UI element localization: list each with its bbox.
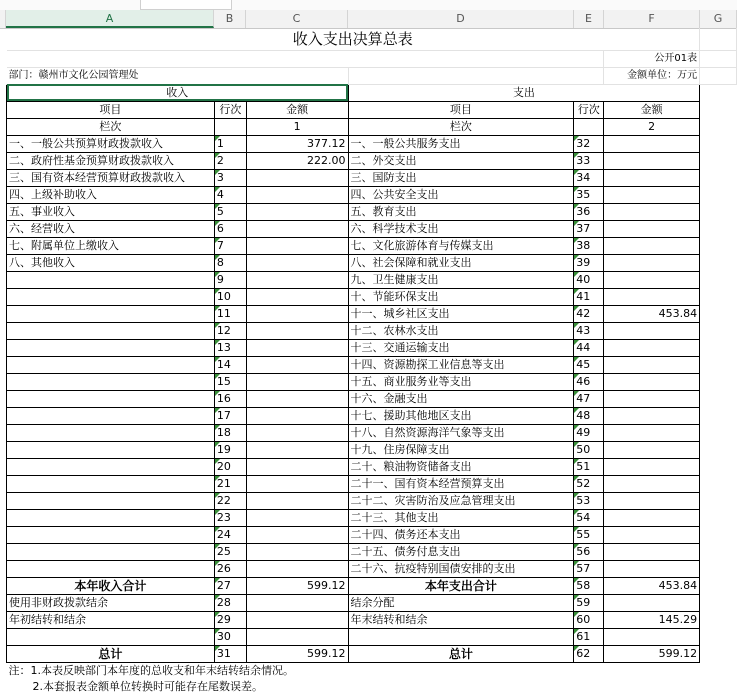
total-income-amount[interactable]: 599.12 (246, 577, 348, 594)
income-line-cell[interactable]: 2 (214, 152, 246, 169)
income-line-cell[interactable]: 11 (214, 305, 246, 322)
cell[interactable] (700, 509, 737, 526)
cell[interactable] (700, 28, 737, 50)
expense-line-cell[interactable]: 40 (574, 271, 604, 288)
income-item-cell[interactable] (7, 509, 215, 526)
income-header[interactable]: 收入 (7, 84, 349, 101)
cell[interactable] (700, 322, 737, 339)
income-item-cell[interactable] (7, 628, 215, 645)
income-item-cell[interactable] (7, 441, 215, 458)
income-amount-cell[interactable] (246, 271, 348, 288)
grand-expense-amount[interactable]: 599.12 (604, 645, 700, 662)
income-item-cell[interactable] (7, 390, 215, 407)
expense-line-cell[interactable]: 47 (574, 390, 604, 407)
cell[interactable] (700, 220, 737, 237)
income-amount-cell[interactable] (246, 594, 348, 611)
income-item-cell[interactable] (7, 322, 215, 339)
table-row (7, 203, 737, 220)
expense-line-cell[interactable]: 51 (574, 458, 604, 475)
income-amount-cell[interactable] (246, 407, 348, 424)
income-line-cell[interactable]: 14 (214, 356, 246, 373)
income-amount-cell[interactable] (246, 356, 348, 373)
income-item-cell[interactable] (7, 543, 215, 560)
cell[interactable] (700, 50, 737, 67)
expense-amount-cell[interactable] (604, 594, 700, 611)
expense-line-cell[interactable]: 53 (574, 492, 604, 509)
income-line-cell[interactable]: 30 (214, 628, 246, 645)
expense-line-cell[interactable]: 55 (574, 526, 604, 543)
unit-label: 金额单位：万元 (604, 67, 700, 84)
expense-line-cell[interactable]: 44 (574, 339, 604, 356)
income-line-cell[interactable]: 5 (214, 203, 246, 220)
total-expense-label[interactable]: 本年支出合计 (348, 577, 574, 594)
total-expense-amount[interactable]: 453.84 (604, 577, 700, 594)
table-row (7, 169, 737, 186)
cell[interactable] (700, 560, 737, 577)
table-row (7, 560, 737, 577)
expense-amount-cell[interactable] (604, 169, 700, 186)
expense-amount-cell[interactable] (604, 288, 700, 305)
income-item-cell[interactable]: 六、经营收入 (7, 220, 215, 237)
expense-line-cell[interactable]: 32 (574, 135, 604, 152)
income-line-cell[interactable]: 18 (214, 424, 246, 441)
cell[interactable] (700, 271, 737, 288)
income-item-cell[interactable]: 三、国有资本经营预算财政拨款收入 (7, 169, 215, 186)
table-row (7, 254, 737, 271)
income-item-cell[interactable]: 八、其他收入 (7, 254, 215, 271)
table-row (7, 509, 737, 526)
income-amount-cell[interactable] (246, 611, 348, 628)
expense-amount-cell[interactable] (604, 322, 700, 339)
income-item-cell[interactable] (7, 458, 215, 475)
income-item-cell[interactable] (7, 356, 215, 373)
cell[interactable] (700, 84, 737, 101)
cell[interactable] (700, 203, 737, 220)
income-amount-cell[interactable] (246, 254, 348, 271)
income-amount-cell[interactable] (246, 373, 348, 390)
income-line-cell[interactable]: 8 (214, 254, 246, 271)
total-expense-line[interactable]: 58 (574, 577, 604, 594)
income-line-cell[interactable]: 6 (214, 220, 246, 237)
income-amount-cell[interactable] (246, 288, 348, 305)
cell[interactable] (700, 305, 737, 322)
expense-item-cell[interactable]: 二十三、其他支出 (348, 509, 574, 526)
expense-amount-cell[interactable] (604, 407, 700, 424)
table-row (7, 356, 737, 373)
income-amount-cell[interactable]: 222.00 (246, 152, 348, 169)
income-lanci-value[interactable]: 1 (246, 118, 348, 135)
expense-lanci-label[interactable]: 栏次 (348, 118, 574, 135)
income-line-cell[interactable]: 21 (214, 475, 246, 492)
cell[interactable] (700, 662, 737, 679)
grand-income-label[interactable]: 总计 (7, 645, 215, 662)
total-income-line[interactable]: 27 (214, 577, 246, 594)
expense-item-cell[interactable]: 十二、农林水支出 (348, 322, 574, 339)
expense-item-cell[interactable]: 十一、城乡社区支出 (348, 305, 574, 322)
expense-line-cell[interactable]: 61 (574, 628, 604, 645)
table-row (7, 135, 737, 152)
income-line-cell[interactable]: 29 (214, 611, 246, 628)
cell[interactable] (700, 101, 737, 118)
column-header-g[interactable]: G (700, 10, 737, 28)
table-row (7, 492, 737, 509)
table-row (7, 458, 737, 475)
expense-item-cell[interactable]: 二十五、债务付息支出 (348, 543, 574, 560)
table-row (7, 305, 737, 322)
income-item-cell[interactable]: 一、一般公共预算财政拨款收入 (7, 135, 215, 152)
income-item-cell[interactable] (7, 339, 215, 356)
expense-amount-cell[interactable] (604, 475, 700, 492)
table-row (7, 407, 737, 424)
table-row (7, 594, 737, 611)
income-line-cell[interactable]: 16 (214, 390, 246, 407)
expense-amount-cell[interactable] (604, 203, 700, 220)
expense-item-cell[interactable]: 九、卫生健康支出 (348, 271, 574, 288)
table-row (7, 237, 737, 254)
department-label: 部门：赣州市文化公园管理处 (7, 67, 349, 84)
income-amount-cell[interactable] (246, 475, 348, 492)
income-amount-cell[interactable] (246, 526, 348, 543)
cell[interactable] (700, 543, 737, 560)
income-line-cell[interactable]: 13 (214, 339, 246, 356)
income-item-cell[interactable] (7, 560, 215, 577)
column-header-c[interactable]: C (246, 10, 348, 28)
income-line-cell[interactable]: 26 (214, 560, 246, 577)
expense-amount-cell[interactable] (604, 254, 700, 271)
income-amount-cell[interactable] (246, 560, 348, 577)
expense-line-cell[interactable]: 56 (574, 543, 604, 560)
form-number: 公开01表 (604, 50, 700, 67)
income-lanci-label[interactable]: 栏次 (7, 118, 215, 135)
income-amount-cell[interactable] (246, 237, 348, 254)
cell[interactable] (700, 135, 737, 152)
income-item-header[interactable]: 项目 (7, 101, 215, 118)
income-line-cell[interactable]: 4 (214, 186, 246, 203)
income-line-cell[interactable]: 23 (214, 509, 246, 526)
expense-item-cell[interactable]: 二十四、债务还本支出 (348, 526, 574, 543)
table-row (7, 152, 737, 169)
expense-amount-cell[interactable] (604, 356, 700, 373)
income-item-cell[interactable] (7, 305, 215, 322)
expense-line-cell[interactable]: 43 (574, 322, 604, 339)
cell[interactable] (700, 356, 737, 373)
income-item-cell[interactable]: 年初结转和结余 (7, 611, 215, 628)
sheet-tab-hint[interactable] (140, 0, 232, 10)
expense-line-cell[interactable]: 46 (574, 373, 604, 390)
table-row (7, 475, 737, 492)
expense-amount-cell[interactable] (604, 390, 700, 407)
income-line-cell[interactable]: 17 (214, 407, 246, 424)
expense-item-header[interactable]: 项目 (348, 101, 574, 118)
expense-item-cell[interactable]: 十九、住房保障支出 (348, 441, 574, 458)
expense-item-cell[interactable]: 八、社会保障和就业支出 (348, 254, 574, 271)
income-item-cell[interactable] (7, 407, 215, 424)
expense-line-cell[interactable]: 48 (574, 407, 604, 424)
cell[interactable] (700, 526, 737, 543)
expense-item-cell[interactable]: 十六、金融支出 (348, 390, 574, 407)
expense-line-cell[interactable]: 45 (574, 356, 604, 373)
total-income-label[interactable]: 本年收入合计 (7, 577, 215, 594)
income-item-cell[interactable] (7, 271, 215, 288)
expense-line-cell[interactable]: 39 (574, 254, 604, 271)
expense-item-cell[interactable]: 二、外交支出 (348, 152, 574, 169)
income-line-cell[interactable]: 28 (214, 594, 246, 611)
cell[interactable] (700, 679, 737, 695)
cell[interactable] (700, 594, 737, 611)
empty-cell[interactable] (214, 118, 246, 135)
expense-amount-cell[interactable] (604, 220, 700, 237)
income-line-cell[interactable]: 3 (214, 169, 246, 186)
income-line-header[interactable]: 行次 (214, 101, 246, 118)
cell[interactable] (700, 288, 737, 305)
expense-amount-cell[interactable]: 453.84 (604, 305, 700, 322)
table-row (7, 322, 737, 339)
income-amount-header[interactable]: 金额 (246, 101, 348, 118)
expense-header[interactable]: 支出 (348, 84, 700, 101)
expense-line-cell[interactable]: 59 (574, 594, 604, 611)
expense-line-header[interactable]: 行次 (574, 101, 604, 118)
column-header-bar (0, 10, 737, 29)
income-line-cell[interactable]: 24 (214, 526, 246, 543)
cell[interactable] (700, 645, 737, 662)
income-line-cell[interactable]: 7 (214, 237, 246, 254)
income-line-cell[interactable]: 22 (214, 492, 246, 509)
expense-item-cell[interactable]: 六、科学技术支出 (348, 220, 574, 237)
expense-amount-cell[interactable] (604, 526, 700, 543)
table-row (7, 424, 737, 441)
income-item-cell[interactable] (7, 424, 215, 441)
grand-income-amount[interactable]: 599.12 (246, 645, 348, 662)
cell[interactable] (700, 373, 737, 390)
income-line-cell[interactable]: 20 (214, 458, 246, 475)
expense-amount-cell[interactable] (604, 560, 700, 577)
expense-amount-cell[interactable] (604, 628, 700, 645)
expense-amount-cell[interactable] (604, 441, 700, 458)
income-amount-cell[interactable] (246, 390, 348, 407)
income-item-cell[interactable] (7, 475, 215, 492)
expense-item-cell[interactable]: 年末结转和结余 (348, 611, 574, 628)
expense-amount-cell[interactable] (604, 509, 700, 526)
expense-line-cell[interactable]: 49 (574, 424, 604, 441)
income-item-cell[interactable]: 使用非财政拨款结余 (7, 594, 215, 611)
expense-line-cell[interactable]: 38 (574, 237, 604, 254)
expense-line-cell[interactable]: 36 (574, 203, 604, 220)
income-amount-cell[interactable] (246, 458, 348, 475)
income-amount-cell[interactable] (246, 441, 348, 458)
cell[interactable] (700, 118, 737, 135)
expense-amount-cell[interactable] (604, 271, 700, 288)
expense-amount-cell[interactable] (604, 186, 700, 203)
expense-item-cell[interactable]: 七、文化旅游体育与传媒支出 (348, 237, 574, 254)
expense-line-cell[interactable]: 33 (574, 152, 604, 169)
cell[interactable] (700, 186, 737, 203)
note-1: 注：1.本表反映部门本年度的总收支和年末结转结余情况。 (8, 663, 294, 677)
expense-item-cell[interactable] (348, 628, 574, 645)
expense-item-cell[interactable]: 十四、资源勘探工业信息等支出 (348, 356, 574, 373)
table-row (7, 611, 737, 628)
income-item-cell[interactable] (7, 288, 215, 305)
column-header-a[interactable]: A (6, 10, 214, 28)
expense-line-cell[interactable]: 57 (574, 560, 604, 577)
expense-lanci-value[interactable]: 2 (604, 118, 700, 135)
expense-amount-cell[interactable] (604, 543, 700, 560)
table-row (7, 271, 737, 288)
cell[interactable] (700, 424, 737, 441)
expense-line-cell[interactable]: 60 (574, 611, 604, 628)
expense-item-cell[interactable]: 十八、自然资源海洋气象等支出 (348, 424, 574, 441)
expense-amount-cell[interactable]: 145.29 (604, 611, 700, 628)
table-row (7, 441, 737, 458)
expense-item-cell[interactable]: 三、国防支出 (348, 169, 574, 186)
table-row (7, 543, 737, 560)
table-row (7, 526, 737, 543)
expense-item-cell[interactable]: 二十、粮油物资储备支出 (348, 458, 574, 475)
expense-line-cell[interactable]: 41 (574, 288, 604, 305)
cell[interactable] (700, 492, 737, 509)
column-header-f[interactable]: F (604, 10, 700, 28)
expense-item-cell[interactable]: 四、公共安全支出 (348, 186, 574, 203)
table-row (7, 220, 737, 237)
expense-item-cell[interactable]: 十五、商业服务业等支出 (348, 373, 574, 390)
expense-amount-header[interactable]: 金额 (604, 101, 700, 118)
income-line-cell[interactable]: 10 (214, 288, 246, 305)
income-amount-cell[interactable] (246, 543, 348, 560)
income-line-cell[interactable]: 19 (214, 441, 246, 458)
table-row (7, 373, 737, 390)
income-amount-cell[interactable] (246, 322, 348, 339)
expense-amount-cell[interactable] (604, 237, 700, 254)
report-title: 收入支出决算总表 (7, 28, 700, 50)
expense-line-cell[interactable]: 35 (574, 186, 604, 203)
empty-cell[interactable] (7, 50, 604, 67)
column-header-e[interactable]: E (574, 10, 604, 28)
income-amount-cell[interactable] (246, 509, 348, 526)
grand-expense-label[interactable]: 总计 (348, 645, 574, 662)
expense-amount-cell[interactable] (604, 458, 700, 475)
table-row (7, 390, 737, 407)
expense-line-cell[interactable]: 42 (574, 305, 604, 322)
spreadsheet-grid[interactable] (6, 28, 737, 695)
income-item-cell[interactable]: 二、政府性基金预算财政拨款收入 (7, 152, 215, 169)
expense-item-cell[interactable]: 十七、援助其他地区支出 (348, 407, 574, 424)
income-amount-cell[interactable] (246, 424, 348, 441)
expense-item-cell[interactable]: 十三、交通运输支出 (348, 339, 574, 356)
cell[interactable] (700, 407, 737, 424)
income-line-cell[interactable]: 15 (214, 373, 246, 390)
table-row (7, 186, 737, 203)
income-amount-cell[interactable] (246, 169, 348, 186)
income-amount-cell[interactable] (246, 492, 348, 509)
income-line-cell[interactable]: 1 (214, 135, 246, 152)
income-item-cell[interactable]: 七、附属单位上缴收入 (7, 237, 215, 254)
cell[interactable] (700, 339, 737, 356)
table-row (7, 288, 737, 305)
income-line-cell[interactable]: 9 (214, 271, 246, 288)
empty-cell[interactable] (348, 67, 604, 84)
column-header-d[interactable]: D (348, 10, 574, 28)
income-amount-cell[interactable] (246, 186, 348, 203)
income-item-cell[interactable] (7, 492, 215, 509)
cell[interactable] (700, 611, 737, 628)
income-line-cell[interactable]: 12 (214, 322, 246, 339)
expense-item-cell[interactable]: 五、教育支出 (348, 203, 574, 220)
expense-amount-cell[interactable] (604, 135, 700, 152)
cell[interactable] (700, 169, 737, 186)
table-row (7, 339, 737, 356)
cell[interactable] (700, 577, 737, 594)
expense-line-cell[interactable]: 34 (574, 169, 604, 186)
cell[interactable] (700, 152, 737, 169)
income-amount-cell[interactable] (246, 203, 348, 220)
empty-cell[interactable] (574, 118, 604, 135)
cell[interactable] (700, 458, 737, 475)
income-amount-cell[interactable] (246, 305, 348, 322)
cell[interactable] (700, 475, 737, 492)
expense-amount-cell[interactable] (604, 339, 700, 356)
grand-expense-line[interactable]: 62 (574, 645, 604, 662)
cell[interactable] (700, 254, 737, 271)
expense-amount-cell[interactable] (604, 152, 700, 169)
expense-line-cell[interactable]: 37 (574, 220, 604, 237)
expense-amount-cell[interactable] (604, 424, 700, 441)
income-item-cell[interactable] (7, 373, 215, 390)
expense-item-cell[interactable]: 二十二、灾害防治及应急管理支出 (348, 492, 574, 509)
income-item-cell[interactable] (7, 526, 215, 543)
income-amount-cell[interactable] (246, 220, 348, 237)
income-amount-cell[interactable] (246, 628, 348, 645)
cell[interactable] (700, 628, 737, 645)
note-2: 2.本套报表金额单位转换时可能存在尾数误差。 (32, 679, 263, 693)
expense-line-cell[interactable]: 52 (574, 475, 604, 492)
income-item-cell[interactable]: 五、事业收入 (7, 203, 215, 220)
expense-line-cell[interactable]: 50 (574, 441, 604, 458)
cell[interactable] (700, 67, 737, 84)
expense-item-cell[interactable]: 二十一、国有资本经营预算支出 (348, 475, 574, 492)
grand-income-line[interactable]: 31 (214, 645, 246, 662)
income-amount-cell[interactable] (246, 339, 348, 356)
column-header-b[interactable]: B (214, 10, 246, 28)
expense-item-cell[interactable]: 结余分配 (348, 594, 574, 611)
table-row (7, 628, 737, 645)
income-amount-cell[interactable]: 377.12 (246, 135, 348, 152)
expense-line-cell[interactable]: 54 (574, 509, 604, 526)
expense-item-cell[interactable]: 二十六、抗疫特别国债安排的支出 (348, 560, 574, 577)
income-item-cell[interactable]: 四、上级补助收入 (7, 186, 215, 203)
income-line-cell[interactable]: 25 (214, 543, 246, 560)
expense-item-cell[interactable]: 十、节能环保支出 (348, 288, 574, 305)
expense-amount-cell[interactable] (604, 373, 700, 390)
cell[interactable] (700, 237, 737, 254)
cell[interactable] (700, 441, 737, 458)
expense-item-cell[interactable]: 一、一般公共服务支出 (348, 135, 574, 152)
cell[interactable] (700, 390, 737, 407)
expense-amount-cell[interactable] (604, 492, 700, 509)
